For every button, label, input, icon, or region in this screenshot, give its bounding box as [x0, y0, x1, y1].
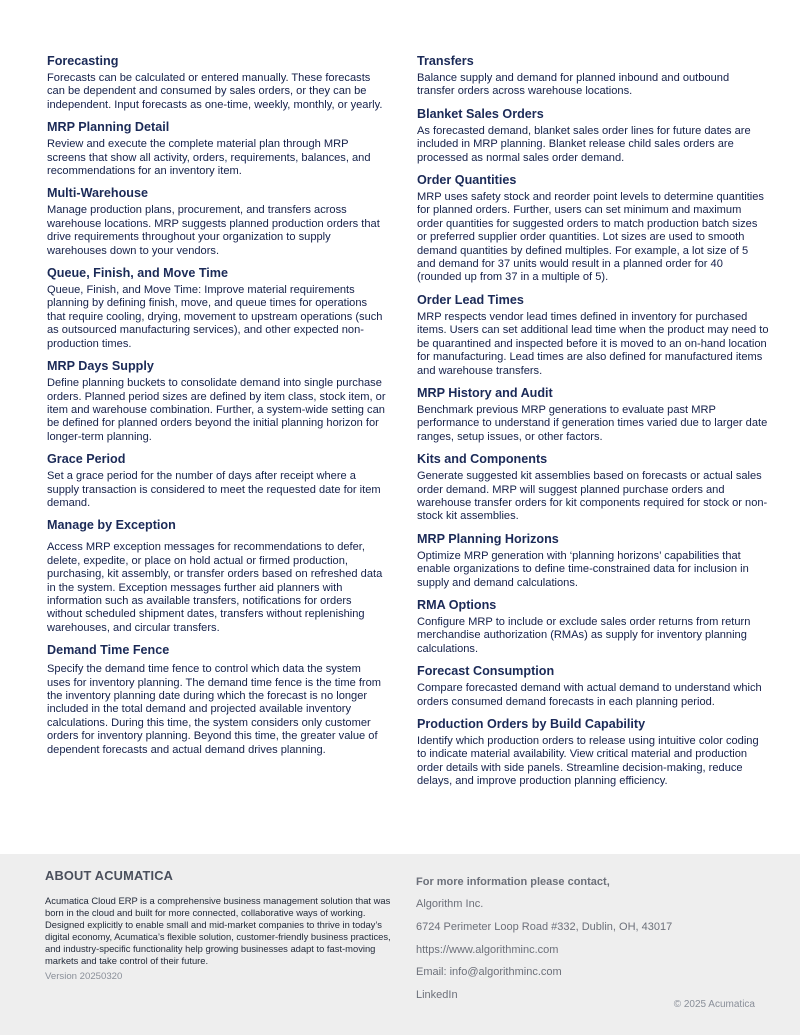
feature-forecast-consumption	[417, 664, 769, 709]
feature-blanket-sales-orders	[417, 107, 769, 165]
linkedin-link[interactable]: LinkedIn	[416, 989, 458, 1002]
feature-body: MRP uses safety stock and reorder point levels to determine quantities for planned orders. Further, users can set minimum and maximum order quantities for suggested orders to match production batch sizes or preferred supplier order quantities. Lot sizes are used to smooth demand quantities by defined multiples. For example, a lot size of 5 and demand for 37 units would result in a planned order for 40 (rounded up from 37 in a multiple of 5).	[417, 191, 764, 284]
feature-kits-components	[417, 452, 769, 524]
feature-title: MRP Planning Horizons	[417, 531, 559, 546]
feature-title: MRP Planning Detail	[47, 120, 170, 135]
feature-transfers	[417, 54, 769, 99]
feature-order-quantities	[417, 173, 769, 285]
feature-title: MRP Days Supply	[47, 359, 154, 374]
feature-rma-options	[417, 598, 769, 656]
footer	[0, 854, 800, 1035]
feature-title: Transfers	[417, 54, 474, 68]
feature-queue-finish-move	[47, 266, 387, 351]
feature-order-lead-times	[417, 293, 769, 378]
feature-title: MRP History and Audit	[417, 385, 553, 400]
feature-body: Optimize MRP generation with ‘planning horizons’ capabilities that enable organizations to define time-constrained data for inclusion in supply and demand calculations.	[417, 549, 749, 589]
copyright: © 2025 Acumatica	[673, 999, 755, 1010]
feature-body: Configure MRP to include or exclude sales order returns from return merchandise authorization (RMAs) as supply for inventory planning calculations.	[417, 615, 751, 655]
right-feature-column	[417, 54, 769, 797]
feature-title: Manage by Exception	[47, 518, 176, 533]
feature-title: Blanket Sales Orders	[417, 106, 544, 121]
feature-mrp-planning-detail	[47, 120, 387, 178]
company-name: Algorithm Inc.	[416, 898, 484, 910]
feature-forecasting	[47, 54, 387, 112]
feature-title: Demand Time Fence	[47, 643, 170, 658]
company-address: 6724 Perimeter Loop Road #332, Dublin, OH, 43017	[416, 920, 673, 933]
feature-mrp-days-supply	[47, 359, 387, 444]
feature-body: Identify which production orders to release using intuitive color coding to indicate material availability. View critical material and production order details with side panels. Streamline decision-making, reduce delays, and improve production planning efficiency.	[417, 735, 759, 788]
feature-demand-time-fence	[47, 643, 387, 757]
contact-section	[416, 876, 776, 1012]
about-title: ABOUT ACUMATICA	[45, 868, 174, 883]
feature-body: As forecasted demand, blanket sales order lines for future dates are included in MRP planning. Blanket release child sales orders are processed as normal sales order demand.	[417, 124, 751, 164]
feature-body: Forecasts can be calculated or entered manually. These forecasts can be dependent and consumed by sales orders, or they can be independent. Input forecasts as one-time, weekly, monthly, or yearly.	[47, 72, 383, 111]
feature-body: Define planning buckets to consolidate demand into single purchase orders. Planned period sizes are defined by item class, stock item, or item and warehouse combination. Further, a system-wide setting can be defined for planned orders beyond the initial planning horizon for longer-term planning.	[47, 377, 386, 443]
version-label: Version 20250320	[45, 970, 123, 982]
feature-body: Benchmark previous MRP generations to evaluate past MRP performance to understand if generation times varied due to larger date ranges, setup issues, or other factors.	[417, 403, 768, 443]
feature-title: Grace Period	[47, 452, 126, 467]
about-section	[45, 868, 395, 982]
feature-body: Set a grace period for the number of days after receipt where a supply transaction is considered to meet the requested date for item demand.	[47, 470, 381, 509]
left-feature-column	[47, 54, 387, 765]
feature-body: Specify the demand time fence to control which data the system uses for inventory planning. The demand time fence is the time from the inventory planning date during which the forecast is no longer included in the total demand and projected available inventory calculations. During this time, the system considers only customer orders for inventory planning. Beyond this time, the greater value of dependent forecasts and actual demand drives planning.	[47, 663, 382, 756]
feature-body: Access MRP exception messages for recommendations to defer, delete, expedite, or place on hold actual or firmed production, purchasing, kit assembly, or transfer orders based on refreshed data in the system. Exception messages further aid planners with information such as available transfers, notifications for orders without scheduled shipment dates, transfers without replenishing warehouses, and circular transfers.	[47, 541, 383, 634]
feature-title: Kits and Components	[417, 452, 548, 467]
feature-grace-period	[47, 452, 387, 510]
about-body: Acumatica Cloud ERP is a comprehensive business management solution that was born in the cloud and built for more connected, collaborative ways of working. Designed explicitly to enable small and mid-market companies to thrive in today’s digital economy, Acumatica’s flexible solution, customer-friendly business practices, and industry-specific functionality help growing businesses adapt to fast-moving markets and take control of their future.	[45, 895, 391, 967]
feature-production-orders-build-capability	[417, 717, 769, 789]
feature-body: Balance supply and demand for planned inbound and outbound transfer orders across warehouse locations.	[417, 72, 730, 98]
feature-mrp-history-audit	[417, 386, 769, 444]
contact-title: For more information please contact,	[416, 876, 610, 888]
feature-title: Forecast Consumption	[417, 664, 555, 679]
feature-mrp-planning-horizons	[417, 532, 769, 590]
email-link[interactable]: Email: info@algorithminc.com	[416, 966, 562, 979]
feature-title: Order Lead Times	[417, 292, 524, 307]
feature-body: Queue, Finish, and Move Time: Improve material requirements planning by defining finish, move, and queue times for operations that require cooling, drying, movement to upstream operations (such as outsourced manufacturing services), and other expected non-production times.	[47, 284, 383, 350]
feature-title: RMA Options	[417, 597, 497, 612]
feature-title: Forecasting	[47, 54, 119, 68]
feature-multi-warehouse	[47, 186, 387, 258]
feature-title: Queue, Finish, and Move Time	[47, 266, 229, 281]
feature-title: Production Orders by Build Capability	[417, 717, 646, 731]
feature-title: Multi-Warehouse	[47, 186, 148, 201]
feature-manage-by-exception	[47, 518, 387, 635]
feature-body: MRP respects vendor lead times defined in inventory for purchased items. Users can set additional lead time when the product may need to be quarantined and inspected before it is moved to an on-hand location for manufacturing. Lead times are also defined for manufactured items and warehouse transfers.	[417, 310, 769, 377]
website-link[interactable]: https://www.algorithminc.com	[416, 943, 559, 956]
feature-body: Compare forecasted demand with actual demand to understand which orders consumed demand forecasts in each planning period.	[417, 682, 762, 708]
feature-body: Manage production plans, procurement, and transfers across warehouse locations. MRP suggests planned production orders that drive requirements throughout your organization to supply warehouses down to your vendors.	[47, 204, 380, 257]
feature-body: Review and execute the complete material plan through MRP screens that show all activity, orders, requirements, balances, and recommendations for an inventory item.	[47, 138, 371, 178]
feature-body: Generate suggested kit assemblies based on forecasts or actual sales order demand. MRP will suggest planned purchase orders and warehouse transfer orders for kit components required for stock or non-stock kit assemblies.	[417, 470, 768, 523]
feature-title: Order Quantities	[417, 173, 517, 188]
